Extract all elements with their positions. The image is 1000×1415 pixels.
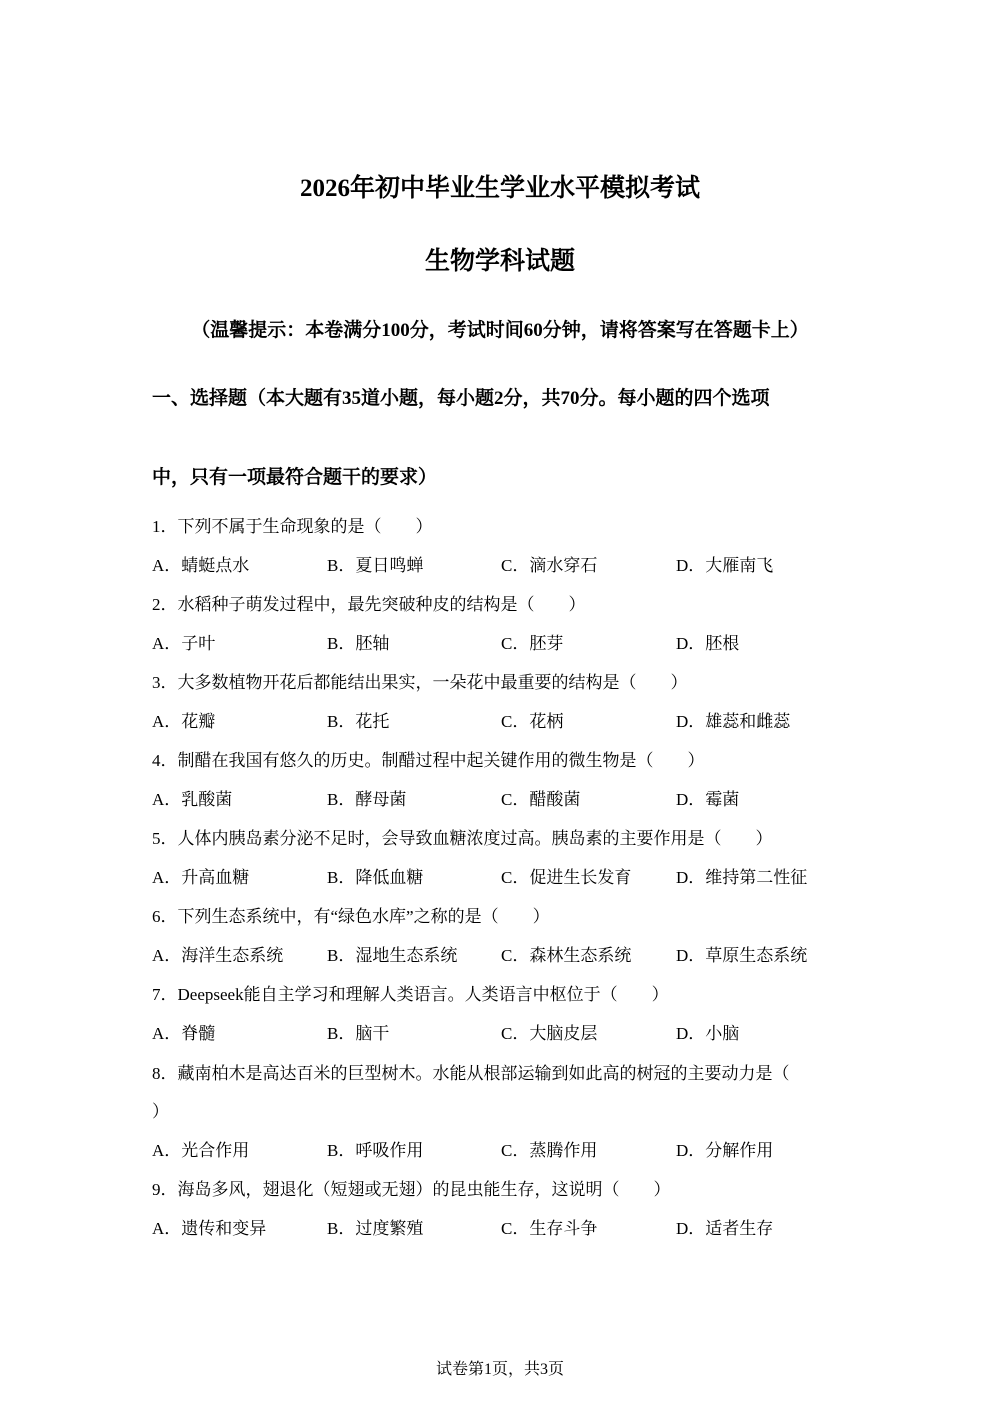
option-a: A．遗传和变异 [152, 1219, 267, 1238]
exam-title: 2026年初中毕业生学业水平模拟考试 [299, 175, 700, 202]
option-a: A．光合作用 [152, 1141, 250, 1160]
question-3-options [0, 710, 1000, 734]
option-a: A．海洋生态系统 [152, 946, 284, 965]
page-footer: 试卷第1页，共3页 [435, 1361, 564, 1378]
exam-subtitle: 生物学科试题 [424, 248, 575, 275]
option-b: B．脑干 [327, 1024, 390, 1043]
option-c: C．大脑皮层 [501, 1024, 598, 1043]
option-d: D．大雁南飞 [676, 556, 774, 575]
option-c: C．醋酸菌 [501, 790, 581, 809]
question-4-stem: 4．制醋在我国有悠久的历史。制醋过程中起关键作用的微生物是（ ） [152, 751, 705, 770]
option-b: B．湿地生态系统 [327, 946, 458, 965]
option-b: B．夏日鸣蝉 [327, 556, 424, 575]
option-d: D．分解作用 [676, 1141, 774, 1160]
question-9-stem: 9．海岛多风，翅退化（短翅或无翅）的昆虫能生存，这说明（ ） [152, 1180, 671, 1199]
question-2-stem: 2．水稻种子萌发过程中，最先突破种皮的结构是（ ） [152, 595, 586, 614]
question-1-options [0, 554, 1000, 578]
question-5-stem: 5．人体内胰岛素分泌不足时，会导致血糖浓度过高。胰岛素的主要作用是（ ） [152, 829, 773, 848]
question-8-stem: 8．藏南柏木是高达百米的巨型树木。水能从根部运输到如此高的树冠的主要动力是（ [152, 1064, 790, 1083]
exam-tip: （温馨提示：本卷满分100分，考试时间60分钟，请将答案写在答题卡上） [191, 320, 809, 341]
option-d: D．胚根 [676, 634, 740, 653]
option-a: A．蜻蜓点水 [152, 556, 250, 575]
option-c: C．促进生长发育 [501, 868, 632, 887]
question-3-stem: 3．大多数植物开花后都能结出果实，一朵花中最重要的结构是（ ） [152, 673, 688, 692]
question-7-options [0, 1022, 1000, 1046]
question-8-options [0, 1139, 1000, 1163]
question-5-options [0, 866, 1000, 890]
question-7-stem: 7．Deepseek能自主学习和理解人类语言。人类语言中枢位于（ ） [152, 985, 669, 1004]
option-c: C．生存斗争 [501, 1219, 598, 1238]
section-heading-line1: 一、选择题（本大题有35道小题，每小题2分，共70分。每小题的四个选项 [152, 388, 770, 409]
option-a: A．脊髓 [152, 1024, 216, 1043]
option-c: C．森林生态系统 [501, 946, 632, 965]
option-d: D．雄蕊和雌蕊 [676, 712, 791, 731]
question-6-stem: 6．下列生态系统中，有“绿色水库”之称的是（ ） [152, 907, 550, 926]
option-b: B．酵母菌 [327, 790, 407, 809]
option-d: D．小脑 [676, 1024, 740, 1043]
question-8-stem-continued: ） [152, 1102, 169, 1121]
question-4-options [0, 788, 1000, 812]
option-d: D．草原生态系统 [676, 946, 808, 965]
option-a: A．花瓣 [152, 712, 216, 731]
option-a: A．子叶 [152, 634, 216, 653]
option-d: D．维持第二性征 [676, 868, 808, 887]
option-c: C．胚芽 [501, 634, 564, 653]
option-b: B．过度繁殖 [327, 1219, 424, 1238]
option-c: C．滴水穿石 [501, 556, 598, 575]
option-b: B．花托 [327, 712, 390, 731]
question-6-options [0, 944, 1000, 968]
option-b: B．胚轴 [327, 634, 390, 653]
question-1-stem: 1．下列不属于生命现象的是（ ） [152, 517, 433, 536]
option-b: B．呼吸作用 [327, 1141, 424, 1160]
option-c: C．花柄 [501, 712, 564, 731]
option-c: C．蒸腾作用 [501, 1141, 598, 1160]
option-d: D．霉菌 [676, 790, 740, 809]
option-d: D．适者生存 [676, 1219, 774, 1238]
option-a: A．乳酸菌 [152, 790, 233, 809]
option-b: B．降低血糖 [327, 868, 424, 887]
option-a: A．升高血糖 [152, 868, 250, 887]
section-heading-line2: 中，只有一项最符合题干的要求） [152, 467, 438, 488]
question-9-options [0, 1217, 1000, 1241]
question-2-options [0, 632, 1000, 656]
